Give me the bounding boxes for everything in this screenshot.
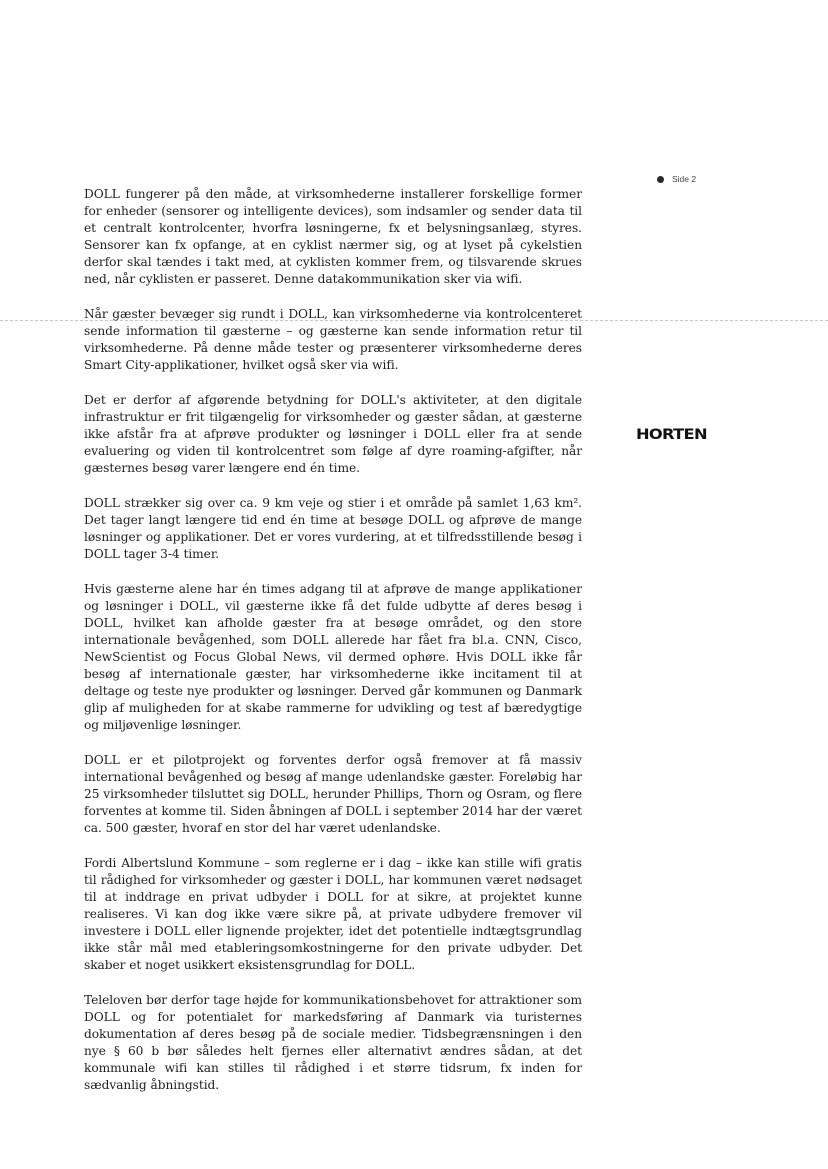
paragraph: DOLL er et pilotprojekt og forventes derfor også fremover at få massiv international bevågenhed og besøg af mange udenlandske gæster. Foreløbig har 25 virksomheder tilsluttet sig DOLL, herunder Phillips, Thorn og Osram, og flere forventes at komme til. Siden åbningen af DOLL i september 2014 har der været ca. 500 gæster, hvoraf en stor del har været udenlandske. [84, 753, 582, 835]
paragraph: Når gæster bevæger sig rundt i DOLL, kan virksomhederne via kontrolcenteret sende information til gæsterne – og gæsterne kan sende information retur til virksomhederne. På denne måde tester og præsenterer virksomhederne deres Smart City-applikationer, hvilket også sker via wifi. [84, 307, 582, 372]
bullet-icon [657, 176, 664, 183]
horten-logo: HORTEN [636, 427, 707, 443]
page-label: Side 2 [672, 174, 697, 184]
paragraph: Fordi Albertslund Kommune – som reglerne er i dag – ikke kan stille wifi gratis til rådighed for virksomheder og gæster i DOLL, har kommunen været nødsaget til at inddrage en privat udbyder i DOLL for at sikre, at projektet kunne realiseres. Vi kan dog ikke være sikre på, at private udbydere fremover vil investere i DOLL eller lignende projekter, idet det potentielle indtægtsgrundlag ikke står mål med etableringsomkostningerne for den private udbyder. Det skaber et noget usikkert eksistensgrundlag for DOLL. [84, 856, 582, 972]
paragraph: Det er derfor af afgørende betydning for DOLL's aktiviteter, at den digitale infrastruktur er frit tilgængelig for virksomheder og gæster sådan, at gæsterne ikke afstår fra at afprøve produkter og løsninger i DOLL eller fra at sende evaluering og viden til kontrolcentret som følge af dyre roaming-afgifter, når gæsternes besøg varer længere end én time. [84, 393, 582, 475]
paragraph: Hvis gæsterne alene har én times adgang til at afprøve de mange applikationer og løsninger i DOLL, vil gæsterne ikke få det fulde udbytte af deres besøg i DOLL, hvilket kan afholde gæster fra at besøge området, og den store internationale bevågenhed, som DOLL allerede har fået fra bl.a. CNN, Cisco, NewScientist og Focus Global News, vil dermed ophøre. Hvis DOLL ikke får besøg af internationale gæster, har virksomhederne ikke incitament til at deltage og teste nye produkter og løsninger. Derved går kommunen og Danmark glip af muligheden for at skabe rammerne for udvikling og test af bæredygtige og miljøvenlige løsninger. [84, 582, 582, 732]
page-marker [657, 174, 696, 184]
paragraph: Teleloven bør derfor tage højde for kommunikationsbehovet for attraktioner som DOLL og for potentialet for markedsføring af Danmark via turisternes dokumentation af deres besøg på de sociale medier. Tidsbegrænsningen i den nye § 60 b bør således helt fjernes eller alternativt ændres sådan, at det kommunale wifi kan stilles til rådighed i et større tidsrum, fx inden for sædvanlig åbningstid. [84, 993, 582, 1092]
letter-body [84, 186, 582, 1112]
paragraph: DOLL strækker sig over ca. 9 km veje og stier i et område på samlet 1,63 km². Det tager langt længere tid end én time at besøge DOLL og afprøve de mange løsninger og applikationer. Det er vores vurdering, at et tilfredsstillende besøg i DOLL tager 3-4 timer. [84, 496, 582, 561]
paragraph: DOLL fungerer på den måde, at virksomhederne installerer forskellige former for enheder (sensorer og intelligente devices), som indsamler og sender data til et centralt kontrolcenter, hvorfra løsningerne, fx et belysningsanlæg, styres. Sensorer kan fx opfange, at en cyklist nærmer sig, og at lyset på cykelstien derfor skal tændes i takt med, at cyklisten kommer frem, og tilsvarende skrues ned, når cyklisten er passeret. Denne datakommunikation sker via wifi. [84, 187, 582, 286]
